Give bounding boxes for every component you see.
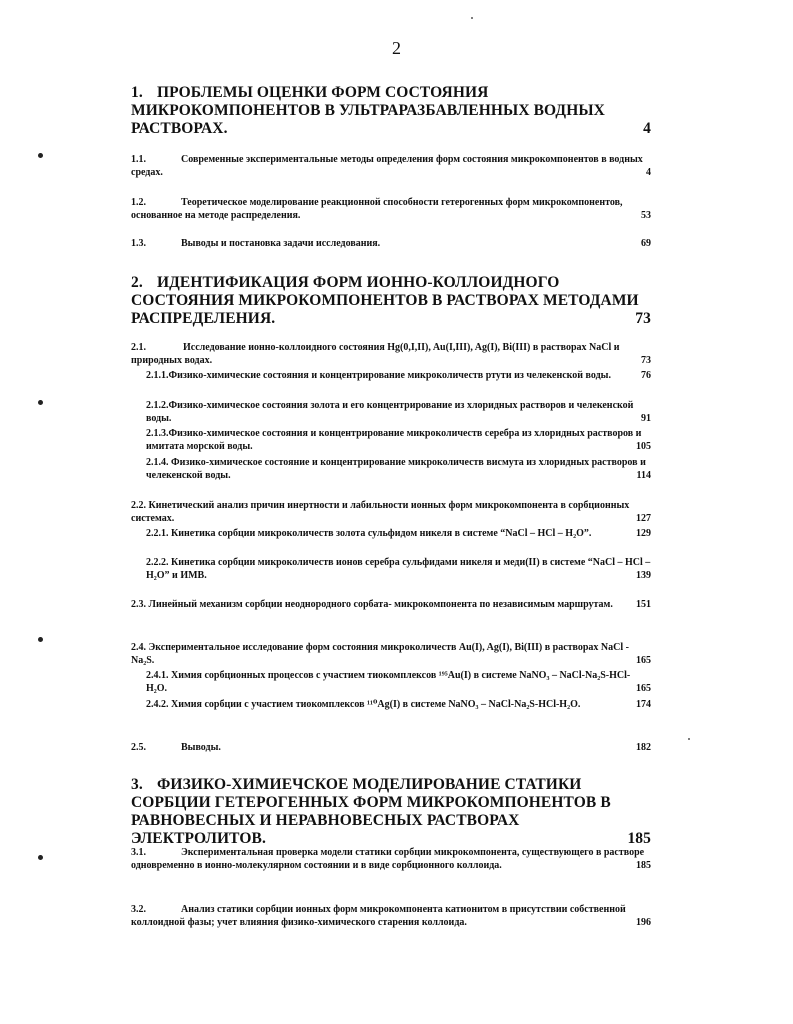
chapter-page: 73: [635, 310, 651, 327]
entry-page: 53: [641, 210, 651, 221]
entry-page: 165: [636, 683, 651, 694]
entry-title: Теоретическое моделирование реакционной способности гетерогенных форм микрокомпонентов, основанное на методе распределения.: [131, 197, 623, 221]
entry-page: 4: [646, 167, 651, 178]
entry-title: Исследование ионно-коллоидного состояния Hg(0,I,II), Au(I,III), Ag(I), Bi(III) в растворах NaCl и природных водах.: [131, 342, 620, 366]
entry-page: 76: [641, 370, 651, 381]
toc-entry: [131, 499, 651, 525]
entry-number: 2.1.1.: [146, 370, 169, 381]
binder-hole-mark: [38, 400, 43, 405]
entry-page: 174: [636, 699, 651, 710]
entry-number: 2.2.: [131, 500, 146, 511]
entry-title: Выводы и постановка задачи исследования.: [181, 238, 381, 249]
entry-title: Физико-химические состояния и концентрирование микроколичеств ртути из челекенской воды.: [168, 370, 611, 381]
entry-title: Анализ статики сорбции ионных форм микрокомпонента катионитом в присутствии собственной коллоидной фазы; учет влияния физико-химического старения коллоида.: [131, 904, 626, 928]
entry-number: 2.1.: [131, 342, 146, 353]
entry-number: 3.2.: [131, 904, 146, 915]
entry-number: 2.2.2.: [146, 557, 169, 568]
scan-speck: [471, 17, 473, 19]
toc-entry: [146, 698, 651, 711]
entry-title: Современные экспериментальные методы определения форм состояния микрокомпонентов в водных средах.: [131, 154, 643, 178]
entry-page: 69: [641, 238, 651, 249]
entry-title: Выводы.: [181, 742, 221, 753]
entry-title: Линейный механизм сорбции неоднородного сорбата- микрокомпонента по независимым маршрутам.: [148, 599, 613, 610]
binder-hole-mark: [38, 153, 43, 158]
toc-entry: [131, 153, 651, 179]
entry-page: 151: [636, 599, 651, 610]
entry-number: 2.1.4.: [146, 457, 169, 468]
chapter-title: ИДЕНТИФИКАЦИЯ ФОРМ ИОННО-КОЛЛОИДНОГО СОСТОЯНИЯ МИКРОКОМПОНЕНТОВ В РАСТВОРАХ МЕТОДАМИ РАСПРЕДЕЛЕНИЯ.: [131, 274, 639, 327]
entry-title: Кинетика сорбции микроколичеств ионов серебра сульфидами никеля и меди(II) в системе “NaCl – HCl – H₂O” и ИМВ.: [146, 557, 651, 581]
entry-page: 165: [636, 655, 651, 666]
entry-number: 2.1.3.: [146, 428, 169, 439]
entry-page: 129: [636, 528, 651, 539]
entry-title: Кинетический анализ причин инертности и лабильности ионных форм микрокомпонента в сорбционных системах.: [131, 500, 630, 524]
toc-entry: [146, 427, 651, 453]
toc-entry: [131, 741, 651, 754]
entry-title: Экспериментальное исследование форм состояния микроколичеств Au(I), Ag(I), Bi(III) в растворах NaCl -Na₂S.: [131, 642, 629, 666]
entry-title: Экспериментальная проверка модели статики сорбции микрокомпонента, существующего в растворе одновременно в ионно-молекулярном состоянии и в виде сорбционного коллоида.: [131, 847, 645, 871]
chapter-title: ПРОБЛЕМЫ ОЦЕНКИ ФОРМ СОСТОЯНИЯ МИКРОКОМПОНЕНТОВ В УЛЬТРАРАЗБАВЛЕННЫХ ВОДНЫХ РАСТВОРАХ.: [131, 84, 605, 137]
entry-number: 2.4.: [131, 642, 146, 653]
entry-page: 182: [636, 742, 651, 753]
entry-page: 185: [636, 860, 651, 871]
toc-entry: [131, 903, 651, 929]
toc-entry: [146, 556, 651, 582]
toc-entry: [131, 598, 651, 611]
chapter-number: 1.: [131, 84, 143, 101]
toc-chapter: [131, 274, 651, 328]
chapter-title: ФИЗИКО-ХИМИЕЧСКОЕ МОДЕЛИРОВАНИЕ СТАТИКИ СОРБЦИИ ГЕТЕРОГЕННЫХ ФОРМ МИКРОКОМПОНЕНТОВ В РАВНОВЕСНЫХ И НЕРАВНОВЕСНЫХ РАСТВОРАХ ЭЛЕКТРОЛИТОВ.: [131, 776, 611, 847]
entry-number: 1.3.: [131, 238, 146, 249]
entry-number: 2.1.2.: [146, 400, 169, 411]
entry-title: Физико-химическое состояние и концентрирование микроколичеств висмута из хлоридных растворов и челекенской воды.: [146, 457, 646, 481]
toc-chapter: [131, 776, 651, 848]
binder-hole-mark: [38, 637, 43, 642]
toc-entry: [131, 341, 651, 367]
toc-entry: [146, 456, 651, 482]
entry-title: Физико-химическое состояния золота и его концентрирование из хлоридных растворов и челекенской воды.: [146, 400, 634, 424]
entry-number: 2.4.2.: [146, 699, 169, 710]
toc-entry: [131, 641, 651, 667]
toc-chapter: [131, 84, 651, 138]
toc-entry: [131, 196, 651, 222]
toc-entry: [146, 369, 651, 382]
entry-number: 2.3.: [131, 599, 146, 610]
entry-number: 2.4.1.: [146, 670, 169, 681]
entry-page: 196: [636, 917, 651, 928]
toc-entry: [146, 399, 651, 425]
entry-title: Физико-химическое состояния и концентрирование микроколичеств серебра из хлоридных растворов и имитата морской воды.: [146, 428, 642, 452]
toc-entry: [131, 237, 651, 250]
toc-entry: [146, 527, 651, 540]
entry-page: 114: [636, 470, 651, 481]
entry-title: Кинетика сорбции микроколичеств золота сульфидом никеля в системе “NaCl – HCl – H₂O”.: [171, 528, 592, 539]
chapter-page: 4: [643, 120, 651, 137]
entry-page: 105: [636, 441, 651, 452]
scan-speck: [688, 738, 690, 740]
chapter-page: 185: [627, 830, 651, 847]
entry-title: Химия сорбционных процессов с участием тиокомплексов ¹⁹⁵Au(I) в системе NaNO₃ – NaCl-Na₂S-HCl-H₂O.: [146, 670, 631, 694]
chapter-number: 2.: [131, 274, 143, 291]
entry-page: 139: [636, 570, 651, 581]
entry-page: 127: [636, 513, 651, 524]
chapter-number: 3.: [131, 776, 143, 793]
entry-number: 2.5.: [131, 742, 146, 753]
toc-entry: [131, 846, 651, 872]
entry-number: 3.1.: [131, 847, 146, 858]
entry-title: Химия сорбции с участием тиокомплексов ¹¹⁰Ag(I) в системе NaNO₃ – NaCl-Na₂S-HCl-H₂O.: [171, 699, 581, 710]
entry-page: 73: [641, 355, 651, 366]
toc-entry: [146, 669, 651, 695]
entry-number: 1.2.: [131, 197, 146, 208]
binder-hole-mark: [38, 855, 43, 860]
entry-page: 91: [641, 413, 651, 424]
entry-number: 2.2.1.: [146, 528, 169, 539]
entry-number: 1.1.: [131, 154, 146, 165]
page-number: 2: [392, 38, 401, 58]
